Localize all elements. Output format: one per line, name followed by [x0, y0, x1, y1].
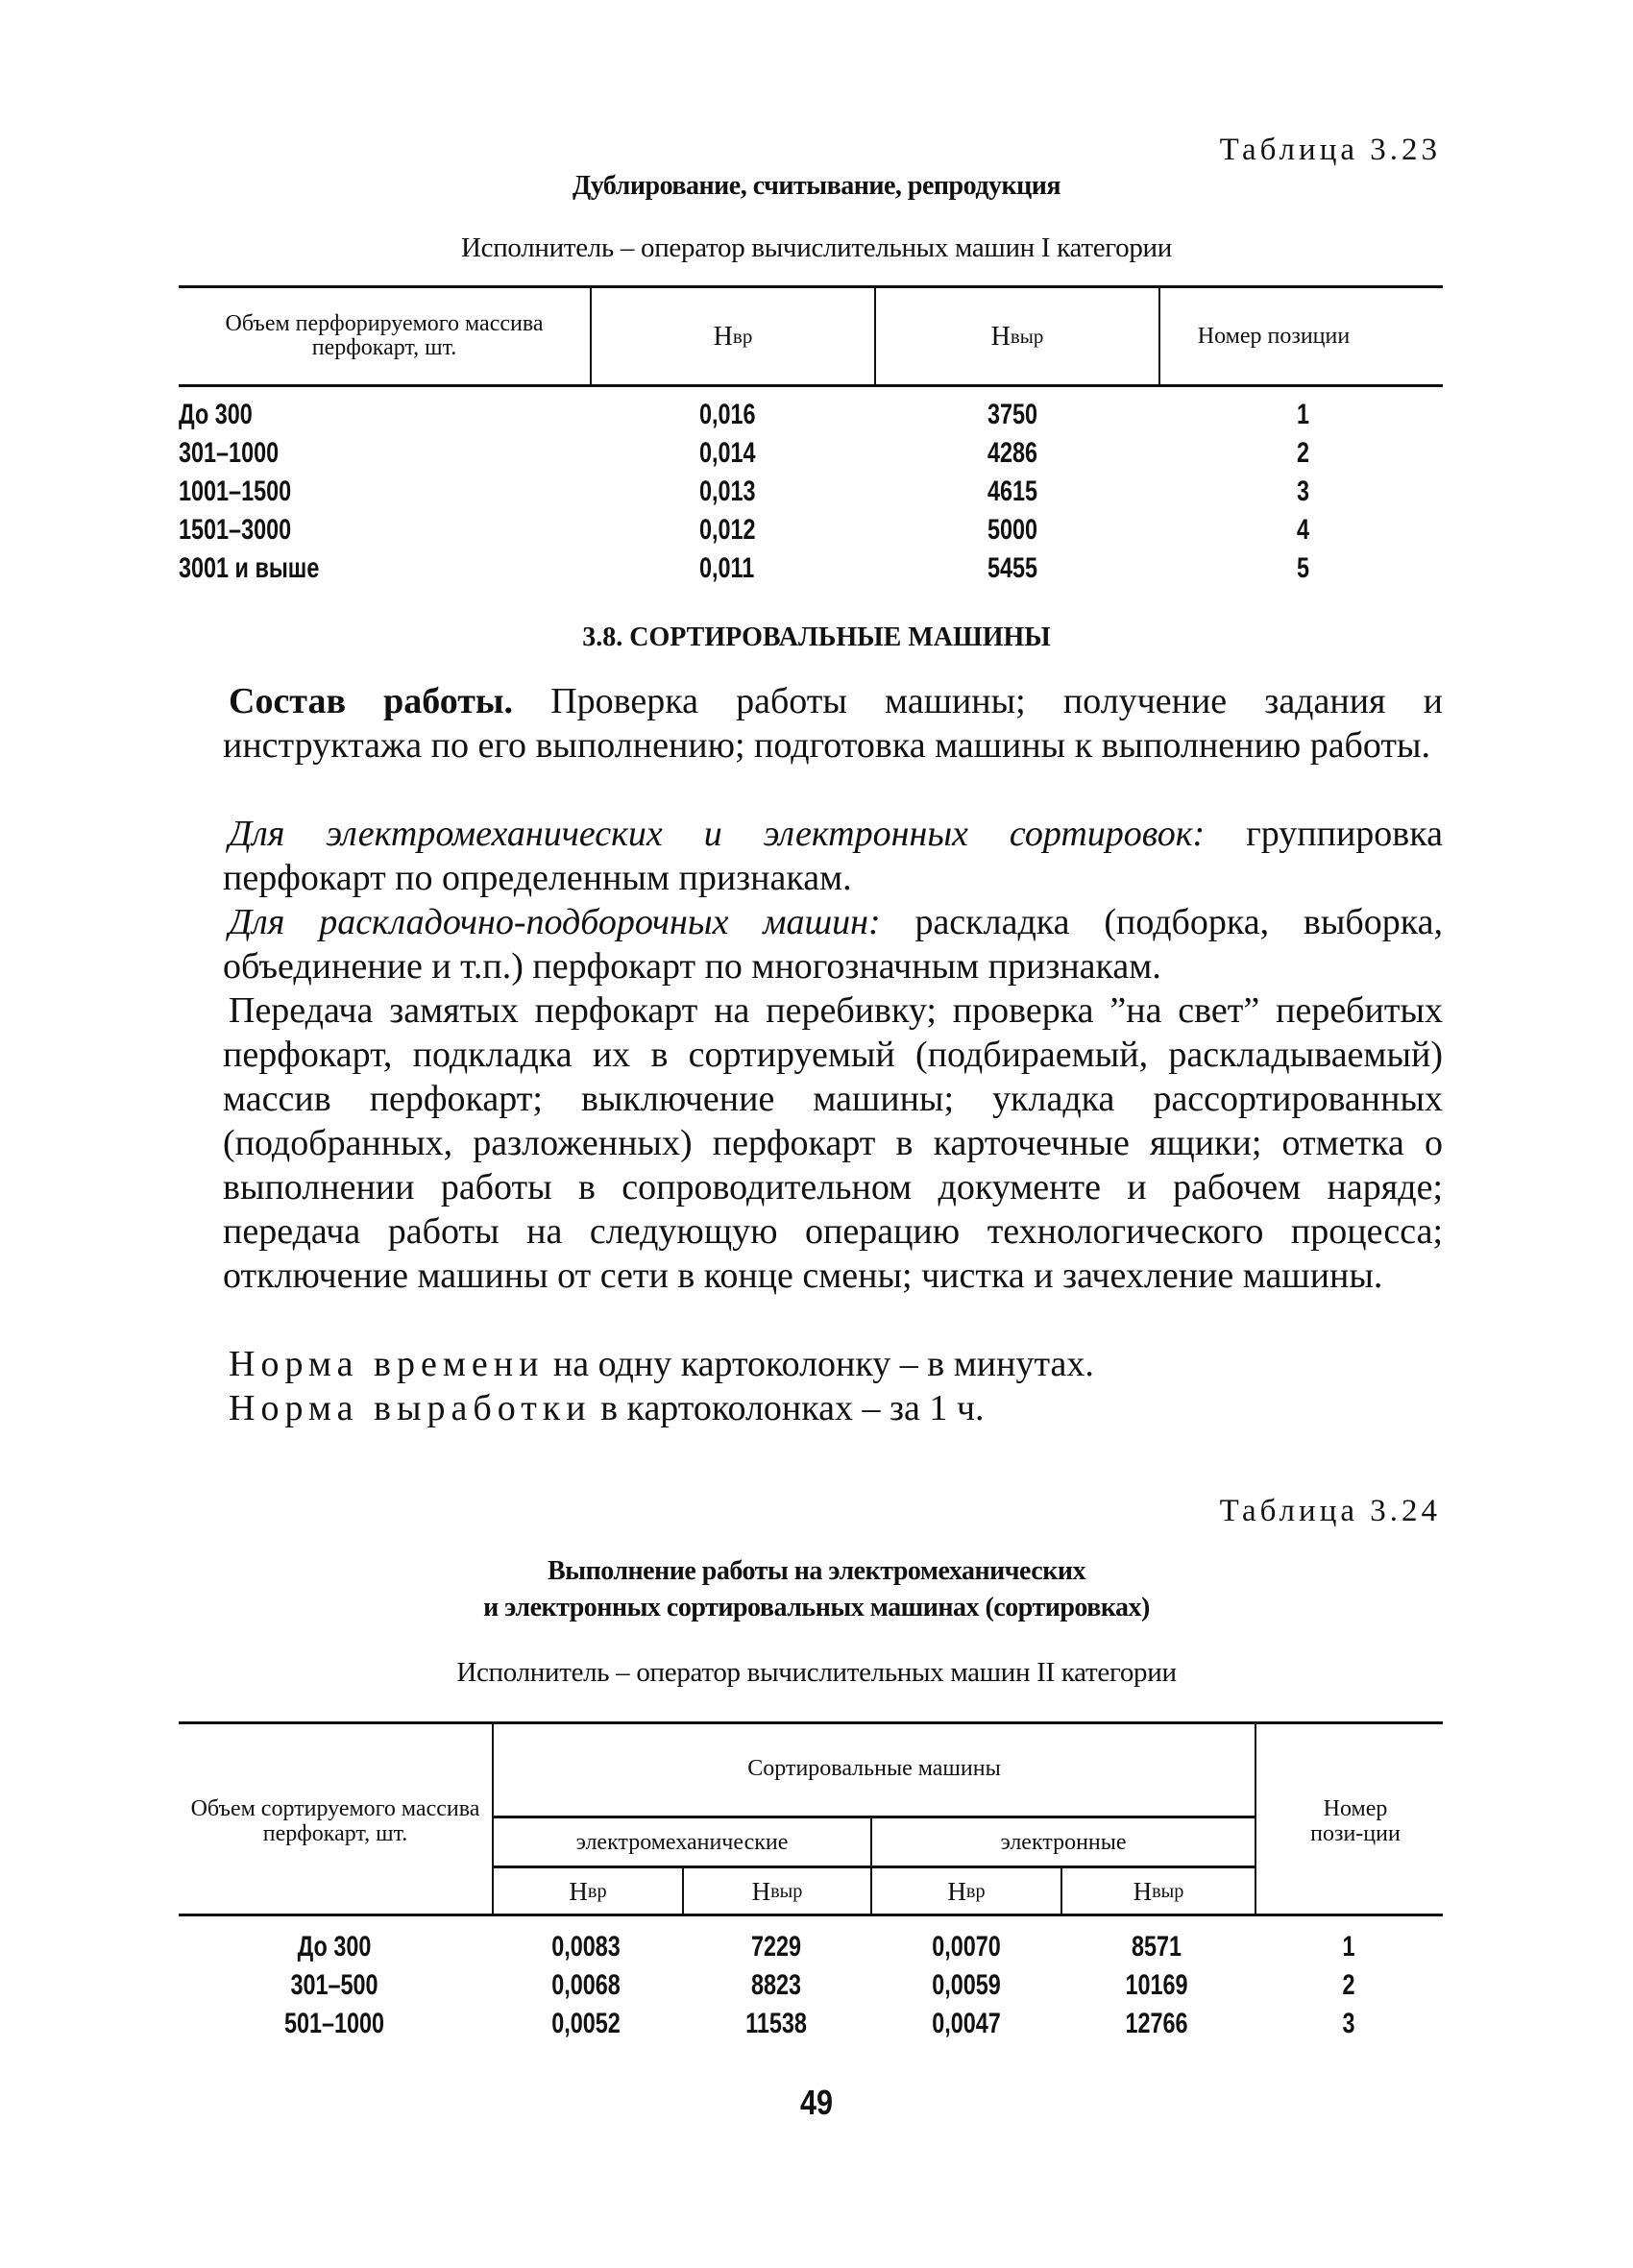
table-3-23-body	[179, 399, 1443, 591]
electromech-text: группировка перфокарт по определенным признакам.	[223, 814, 1443, 898]
section-heading: 3.8. СОРТИРОВАЛЬНЫЕ МАШИНЫ	[582, 622, 1051, 652]
cell-el-nvyr: 10169	[1125, 1969, 1188, 2001]
nvr-sub: вр	[732, 324, 753, 348]
table-3-23-header	[179, 285, 1443, 387]
table-row	[179, 514, 1443, 552]
cell-volume: 3001 и выше	[179, 552, 320, 584]
cell-nvr: 0,011	[699, 552, 755, 584]
nvyr-sub: выр	[1010, 324, 1044, 348]
work-composition-text: Проверка работы машины; получение задания и инструктажа по его выполнению; подготовка машины к выполнению работы.	[223, 681, 1443, 766]
cell-volume: 501–1000	[283, 2008, 385, 2039]
cell-el-nvr: 0,0070	[932, 1931, 1001, 1963]
cell-el-nvr: 0,0059	[932, 1969, 1001, 2001]
cell-nvr: 0,013	[699, 476, 756, 507]
header-em-nvr	[494, 1868, 682, 1914]
nvr-sub: вр	[587, 1880, 607, 1902]
electromech-label: Для электромеханических и электронных сортировок:	[229, 814, 1206, 854]
table-row	[179, 1969, 1443, 2008]
cell-em-nvr: 0,0068	[551, 1969, 621, 2001]
header-volume: Объем перфорируемого массива перфокарт, шт.	[225, 311, 544, 360]
cell-volume: 301–1000	[179, 437, 280, 469]
nvr-base: Н	[713, 321, 733, 352]
norm-time-text: на одну картоколонку – в минутах.	[544, 1344, 1094, 1384]
cell-volume: 1501–3000	[179, 514, 292, 546]
header-position: Номер позиции	[1197, 323, 1351, 349]
cell-position: 2	[1342, 1969, 1355, 2001]
cell-el-nvyr: 8571	[1131, 1931, 1182, 1963]
cell-em-nvr: 0,0083	[551, 1931, 621, 1963]
header-sorting-machines: Сортировальные машины	[747, 1756, 1001, 1781]
cell-nvyr: 4615	[987, 476, 1038, 507]
table-row	[179, 399, 1443, 437]
table-3-23-label: Таблица 3.23	[1219, 133, 1441, 167]
cell-nvr: 0,016	[699, 399, 756, 430]
cell-nvyr: 5000	[987, 514, 1038, 546]
table-3-24-title-line1: Выполнение работы на электромеханических	[548, 1556, 1085, 1586]
table-3-23	[179, 285, 1443, 591]
cell-em-nvyr: 8823	[750, 1969, 802, 2001]
header-el-nvr	[872, 1868, 1060, 1914]
table-row	[179, 1931, 1443, 1969]
nvr-sub: вр	[965, 1880, 986, 1902]
operations-text: Передача замятых перфокарт на перебивку; проверка ”на свет” перебитых перфокарт, подкладка их в сортируемый (подбираемый, раскладываемый) массив перфокарт; выключение машины; укладка рассортированных (подобранных, разложенных) перфокарт в карточечные ящики; отметка о выполнении работы в сопроводительном документе и рабочем наряде; передача работы на следующую операцию технологического процесса; отключение машины от сети в конце смены; чистка и зачехление машины.	[223, 990, 1443, 1296]
cell-position: 2	[1297, 437, 1310, 469]
table-3-24-label: Таблица 3.24	[1219, 1494, 1441, 1528]
header-el-nvyr	[1062, 1868, 1255, 1914]
nvr-base: Н	[569, 1876, 588, 1906]
cell-nvyr: 4286	[987, 437, 1038, 469]
cell-nvyr: 3750	[987, 399, 1038, 430]
column-divider	[1158, 288, 1160, 384]
norm-time	[229, 1342, 1094, 1386]
nvr-base: Н	[947, 1876, 966, 1906]
nvyr-sub: выр	[770, 1880, 803, 1902]
cell-em-nvr: 0,0052	[551, 2008, 621, 2039]
norm-time-label: Норма времени	[229, 1344, 545, 1384]
layout-machines-label: Для раскладочно-подборочных машин:	[229, 902, 881, 942]
table-row	[179, 552, 1443, 591]
table-3-23-title: Дублирование, считывание, репродукция	[572, 171, 1061, 201]
table-3-24-title-line2: и электронных сортировальных машинах (сортировках)	[483, 1593, 1150, 1622]
cell-volume: 301–500	[290, 1969, 378, 2001]
cell-el-nvyr: 12766	[1125, 2008, 1188, 2039]
table-row	[179, 2008, 1443, 2046]
table-3-24-performer: Исполнитель – оператор вычислительных машин II категории	[456, 1657, 1177, 1688]
nvyr-base: Н	[990, 321, 1011, 352]
header-volume: Объем сортируемого массива перфокарт, шт.	[190, 1796, 480, 1846]
header-nvr	[592, 288, 874, 384]
header-bottom-rule	[179, 1914, 1443, 1916]
cell-position: 3	[1342, 2008, 1355, 2039]
header-em-nvyr	[684, 1868, 870, 1914]
nvyr-base: Н	[751, 1876, 771, 1906]
norm-output-label: Норма выработки	[229, 1388, 592, 1428]
cell-el-nvr: 0,0047	[932, 2008, 1001, 2039]
cell-em-nvyr: 11538	[745, 2008, 807, 2039]
cell-position: 5	[1297, 552, 1310, 584]
norm-output	[229, 1386, 984, 1430]
cell-position: 3	[1297, 476, 1310, 507]
nvyr-base: Н	[1133, 1876, 1153, 1906]
page-number: 49	[799, 2083, 834, 2122]
paragraph-layout-machines	[223, 900, 1443, 988]
header-nvyr	[876, 288, 1158, 384]
column-divider	[1255, 1721, 1256, 1916]
cell-position: 1	[1342, 1931, 1355, 1963]
layout-machines-text: раскладка (подборка, выборка, объединение и т.п.) перфокарт по многозначным признакам.	[223, 902, 1443, 987]
nvyr-sub: выр	[1152, 1880, 1184, 1902]
table-3-24-header	[179, 1721, 1443, 1925]
header-position: Номер пози-ции	[1310, 1796, 1401, 1846]
header-electronic: электронные	[1000, 1829, 1127, 1855]
table-row	[179, 476, 1443, 514]
table-3-23-performer: Исполнитель – оператор вычислительных машин I категории	[461, 232, 1172, 263]
cell-volume: До 300	[179, 399, 253, 430]
cell-volume: До 300	[297, 1931, 372, 1963]
header-electromechanical: электромеханические	[575, 1829, 789, 1855]
paragraph-operations	[223, 988, 1443, 1298]
cell-position: 4	[1297, 514, 1310, 546]
cell-em-nvyr: 7229	[750, 1931, 802, 1963]
paragraph-work-composition	[223, 679, 1443, 768]
work-composition-label: Состав работы.	[229, 681, 514, 721]
table-row	[179, 437, 1443, 476]
norm-output-text: в картоколонках – за 1 ч.	[591, 1388, 985, 1428]
cell-nvr: 0,014	[699, 437, 756, 469]
cell-volume: 1001–1500	[179, 476, 292, 507]
paragraph-electromech	[223, 812, 1443, 900]
cell-position: 1	[1297, 399, 1310, 430]
cell-nvr: 0,012	[699, 514, 756, 546]
cell-nvyr: 5455	[987, 552, 1038, 584]
